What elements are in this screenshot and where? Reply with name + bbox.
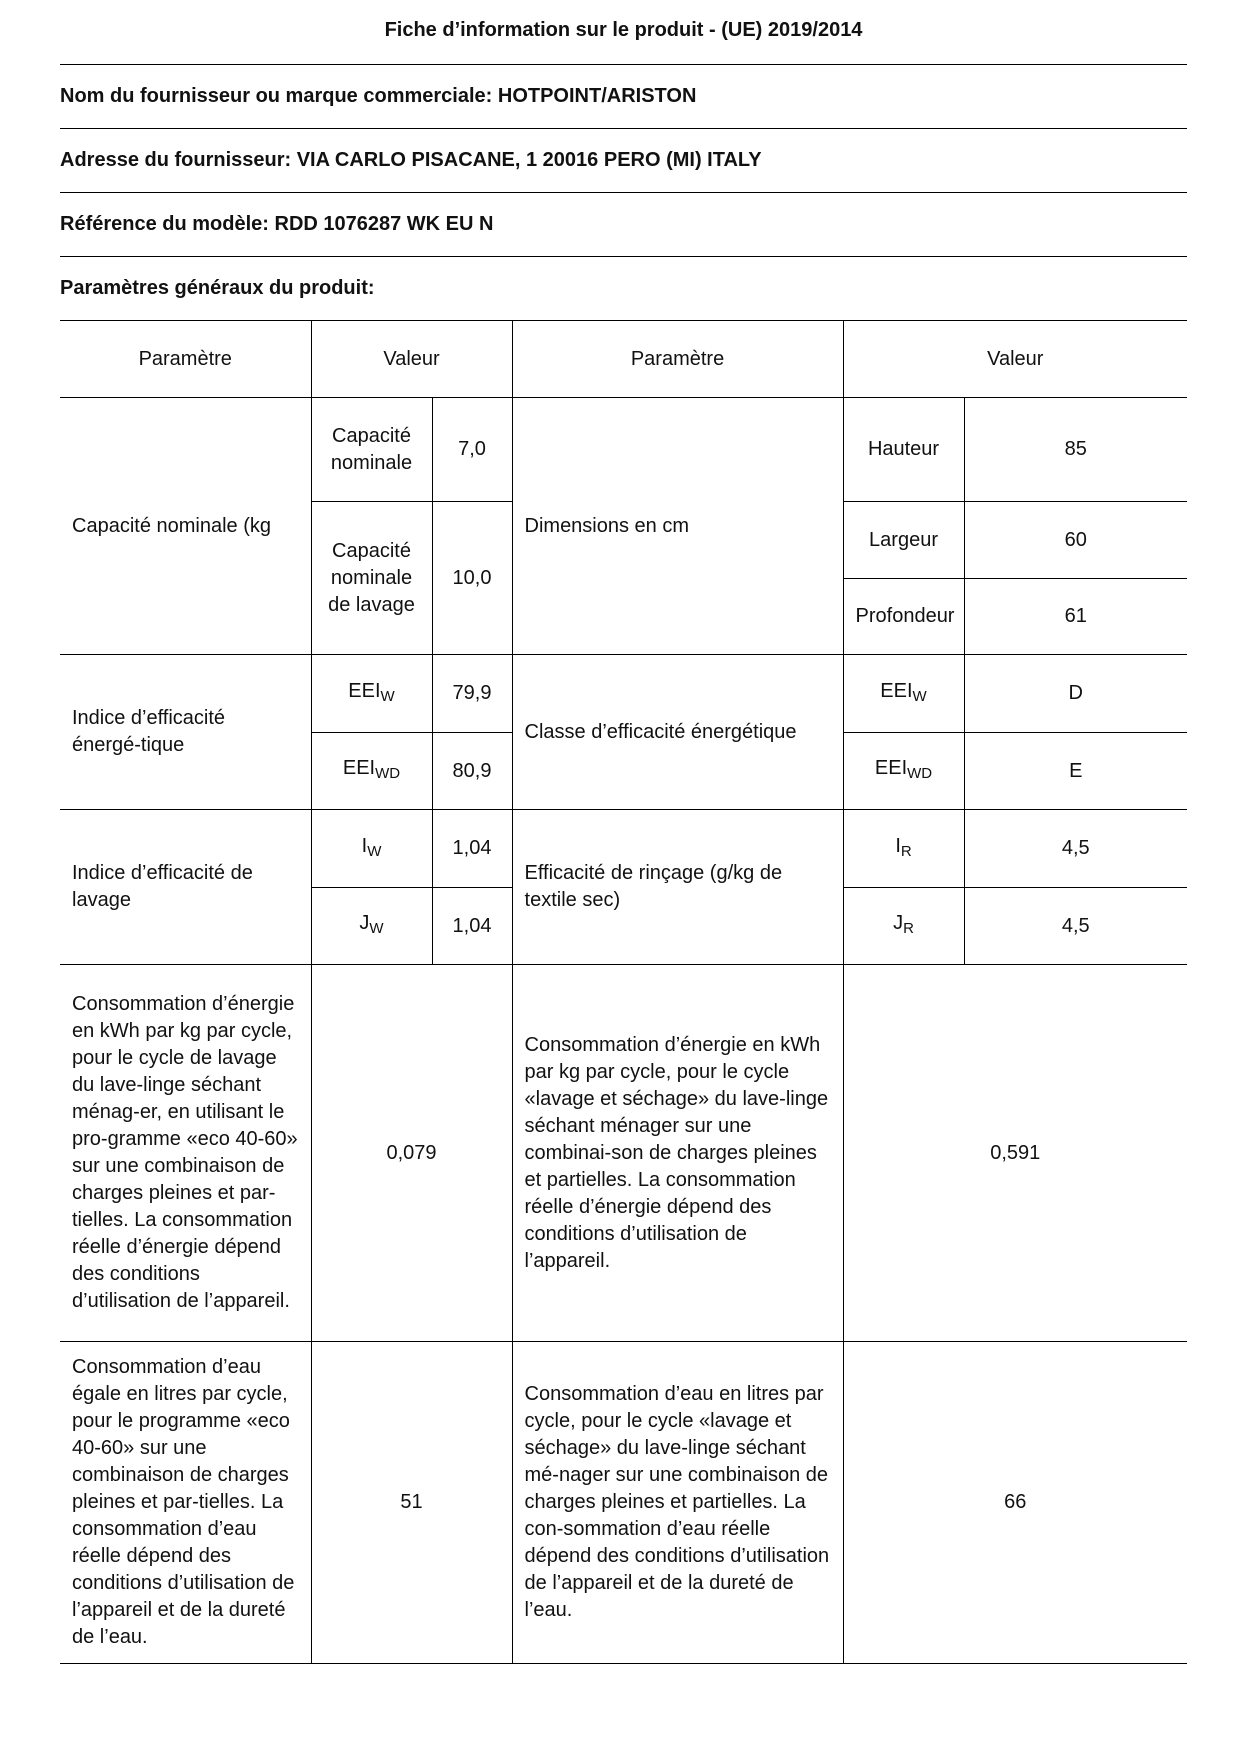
water-consumption-wash-label: Consommation d’eau égale en litres par cycle, pour le programme «eco 40-60» sur une combinaison de charges pleines et par-tielles. La consommation d’eau réelle dépend des conditions d’utilisation de l’appareil et de la dureté de l’eau.: [60, 1342, 311, 1664]
eeiw-value: 79,9: [432, 655, 512, 733]
width-label: Largeur: [843, 502, 964, 579]
iw-symbol: $I_W$: [311, 810, 432, 888]
table-row: [60, 398, 1187, 502]
class-eeiw-value: D: [964, 655, 1187, 733]
water-consumption-wash-value: 51: [311, 1342, 512, 1664]
washing-efficiency-label: Indice d’efficacité de lavage: [60, 810, 311, 965]
table-row: [60, 655, 1187, 733]
table-row: [60, 1342, 1187, 1664]
class-eeiw-symbol: $EEI_W$: [843, 655, 964, 733]
energy-consumption-washdry-value: 0,591: [843, 965, 1187, 1342]
rated-capacity-value: 7,0: [432, 398, 512, 502]
header-value-left: Valeur: [311, 321, 512, 398]
eeiwd-value: 80,9: [432, 733, 512, 810]
general-parameters-heading: Paramètres généraux du produit:: [60, 277, 375, 299]
header-parameter-right: Paramètre: [512, 321, 843, 398]
wash-capacity-label: Capacité nominale de lavage: [311, 502, 432, 655]
document-title: Fiche d’information sur le produit - (UE) 2019/2014: [60, 0, 1187, 65]
class-eeiwd-value: E: [964, 733, 1187, 810]
supplier-address: Adresse du fournisseur: VIA CARLO PISACANE, 1 20016 PERO (MI) ITALY: [60, 129, 1187, 193]
ir-value: 4,5: [964, 810, 1187, 888]
width-value: 60: [964, 502, 1187, 579]
product-information-sheet: [60, 0, 1187, 1664]
water-consumption-washdry-value: 66: [843, 1342, 1187, 1664]
jr-value: 4,5: [964, 888, 1187, 965]
depth-value: 61: [964, 579, 1187, 655]
dimensions-label: Dimensions en cm: [512, 398, 843, 655]
iw-value: 1,04: [432, 810, 512, 888]
energy-consumption-wash-value: 0,079: [311, 965, 512, 1342]
parameters-table: [60, 320, 1187, 1664]
energy-efficiency-index-label: Indice d’efficacité énergé-tique: [60, 655, 311, 810]
eeiwd-symbol: $EEI_{WD}$: [311, 733, 432, 810]
class-eeiwd-symbol: $EEI_{WD}$: [843, 733, 964, 810]
energy-class-label: Classe d’efficacité énergétique: [512, 655, 843, 810]
wash-capacity-value: 10,0: [432, 502, 512, 655]
energy-consumption-washdry-label: Consommation d’énergie en kWh par kg par cycle, pour le cycle «lavage et séchage» du lave-linge séchant ménager sur une combinai-son de charges pleines et partielles. La consommation réelle d’énergie dépend des conditions d’utilisation de l’appareil.: [512, 965, 843, 1342]
depth-label: Profondeur: [843, 579, 964, 655]
jw-value: 1,04: [432, 888, 512, 965]
header-value-right: Valeur: [843, 321, 1187, 398]
supplier-name: Nom du fournisseur ou marque commerciale: HOTPOINT/ARISTON: [60, 65, 1187, 129]
energy-consumption-wash-label: Consommation d’énergie en kWh par kg par cycle, pour le cycle de lavage du lave-linge séchant ménag-er, en utilisant le pro-gramme «eco 40-60» sur une combinaison de charges pleines et par-tielles. La consommation réelle d’énergie dépend des conditions d’utilisation de l’appareil.: [60, 965, 311, 1342]
rated-capacity-label: Capacité nominale: [311, 398, 432, 502]
height-value: 85: [964, 398, 1187, 502]
ir-symbol: $I_R$: [843, 810, 964, 888]
table-row: [60, 965, 1187, 1342]
water-consumption-washdry-label: Consommation d’eau en litres par cycle, pour le cycle «lavage et séchage» du lave-linge séchant mé-nager sur une combinaison de charges pleines et partielles. La con-sommation d’eau réelle dépend des conditions d’utilisation de l’appareil et de la dureté de l’eau.: [512, 1342, 843, 1664]
header-parameter-left: Paramètre: [60, 321, 311, 398]
rinsing-efficiency-label: Efficacité de rinçage (g/kg de textile sec): [512, 810, 843, 965]
capacity-label: Capacité nominale (kg: [60, 398, 311, 655]
jr-symbol: $J_R$: [843, 888, 964, 965]
table-header-row: [60, 321, 1187, 398]
jw-symbol: $J_W$: [311, 888, 432, 965]
model-reference: Référence du modèle: RDD 1076287 WK EU N: [60, 193, 1187, 257]
table-row: [60, 810, 1187, 888]
height-label: Hauteur: [843, 398, 964, 502]
eeiw-symbol: $EEI_W$: [311, 655, 432, 733]
